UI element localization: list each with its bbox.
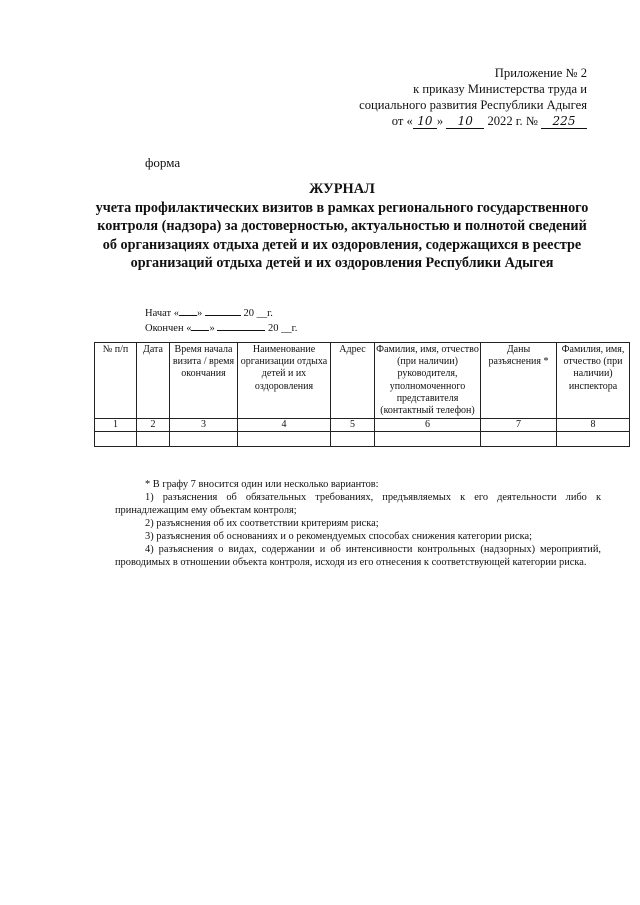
order-date-line xyxy=(359,113,587,129)
header-cell: Дата xyxy=(137,343,170,419)
column-number: 3 xyxy=(170,419,238,432)
start-month-blank xyxy=(205,306,241,316)
footnote-item-1: 1) разъяснения об обязательных требованиях, предъявляемых к его деятельности либо к принадлежащим ему объектам контроля; xyxy=(115,492,601,516)
column-number: 8 xyxy=(557,419,630,432)
order-year: 2022 г. № xyxy=(487,114,538,128)
empty-cell xyxy=(95,432,137,447)
journal-title: ЖУРНАЛ xyxy=(309,181,375,197)
end-date-label: Окончен « xyxy=(145,322,192,334)
start-day-blank xyxy=(179,306,197,316)
empty-cell xyxy=(557,432,630,447)
column-number: 1 xyxy=(95,419,137,432)
column-number: 5 xyxy=(331,419,375,432)
table-header-row xyxy=(95,343,630,419)
header-cell: Фамилия, имя, отчество (при наличии) инспектора xyxy=(557,343,630,419)
column-number: 4 xyxy=(238,419,331,432)
column-number: 7 xyxy=(481,419,557,432)
start-date-line: Начат « » 20 __г. xyxy=(145,308,273,319)
form-label: форма xyxy=(145,155,181,170)
empty-cell xyxy=(170,432,238,447)
column-number: 6 xyxy=(375,419,481,432)
header-cell: Время начала визита / время окончания xyxy=(170,343,238,419)
ministry-name: социального развития Республики Адыгея xyxy=(359,98,587,112)
start-year: 20 __г. xyxy=(240,308,273,319)
order-number: 225 xyxy=(541,115,587,129)
header-cell: Фамилия, имя, отчество (при наличии) руководителя, уполномоченного представителя (контактный телефон) xyxy=(375,343,481,419)
order-day: 10 xyxy=(413,115,437,129)
footnote-intro: * В графу 7 вносится один или несколько вариантов: xyxy=(145,479,379,490)
end-day-blank xyxy=(191,321,209,331)
visits-journal-table xyxy=(94,342,630,447)
journal-dates xyxy=(145,306,297,335)
end-month-blank xyxy=(217,321,265,331)
date-quote-close: » xyxy=(436,114,444,128)
header-cell: № п/п xyxy=(95,343,137,419)
appendix-header xyxy=(359,65,587,129)
footnote-item-4: 4) разъяснения о видах, содержании и об интенсивности контрольных (надзорных) мероприятий, проводимых в отношении объекта контроля, исходя из его отнесения к соответствующей категории риска. xyxy=(115,544,601,568)
column-number: 2 xyxy=(137,419,170,432)
end-year: 20 __г. xyxy=(265,322,298,334)
journal-subtitle: учета профилактических визитов в рамках регионального государственного контроля (надзора) за достоверностью, актуальностью и полнотой сведений об организациях отдыха детей и их оздоровления, содержащихся в реестре организаций отдыха детей и их оздоровления Республики Адыгея xyxy=(95,199,589,271)
footnote-block xyxy=(115,478,601,569)
header-cell: Адрес xyxy=(331,343,375,419)
header-cell: Даны разъяснения * xyxy=(481,343,557,419)
end-date-line: Окончен « » 20 __г. xyxy=(145,322,298,334)
empty-cell xyxy=(331,432,375,447)
column-number-row xyxy=(95,419,630,432)
empty-cell xyxy=(238,432,331,447)
footnote-item-2: 2) разъяснения об их соответствии критериям риска; xyxy=(145,518,379,529)
empty-cell xyxy=(137,432,170,447)
document-title xyxy=(90,180,594,273)
empty-cell xyxy=(375,432,481,447)
header-cell: Наименование организации отдыха детей и их оздоровления xyxy=(238,343,331,419)
start-date-label: Начат « xyxy=(145,308,179,319)
order-reference: к приказу Министерства труда и xyxy=(413,82,587,96)
appendix-number: Приложение № 2 xyxy=(494,66,587,80)
empty-entry-row xyxy=(95,432,630,447)
order-month: 10 xyxy=(446,115,484,129)
empty-cell xyxy=(481,432,557,447)
date-prefix: от « xyxy=(391,114,413,128)
footnote-item-3: 3) разъяснения об основаниях и о рекомендуемых способах снижения категории риска; xyxy=(145,531,532,542)
